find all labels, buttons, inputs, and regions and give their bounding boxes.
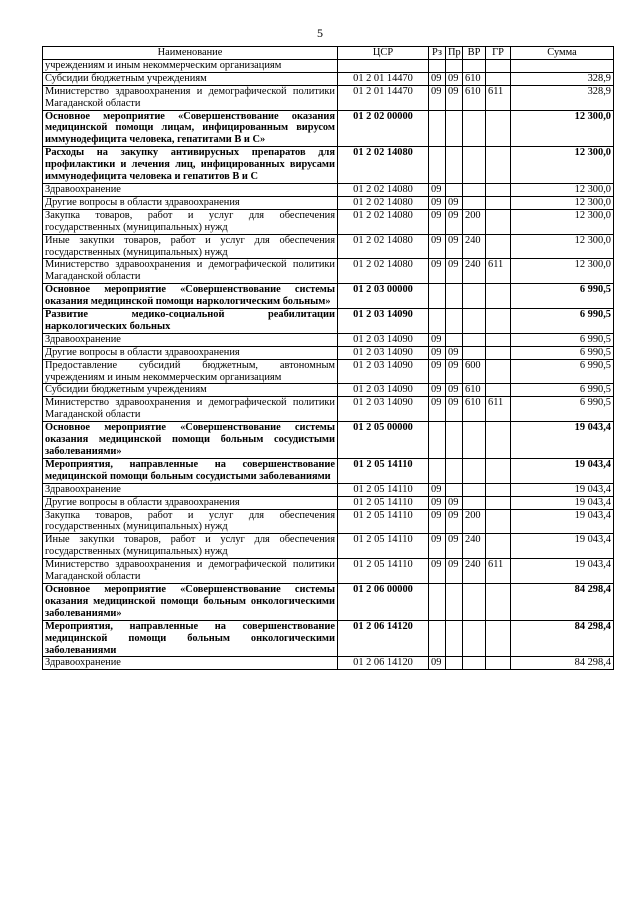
cell-sum: 19 043,4 — [511, 559, 614, 584]
cell-csr: 01 2 06 00000 — [338, 583, 429, 620]
cell-csr: 01 2 05 14110 — [338, 509, 429, 534]
table-row — [43, 496, 614, 509]
cell-pr — [446, 458, 463, 483]
cell-pr: 09 — [446, 259, 463, 284]
table-row — [43, 583, 614, 620]
cell-sum: 328,9 — [511, 72, 614, 85]
cell-rz: 09 — [429, 333, 446, 346]
cell-csr: 01 2 01 14470 — [338, 85, 429, 110]
cell-gr — [486, 72, 511, 85]
cell-name: Субсидии бюджетным учреждениям — [43, 384, 338, 397]
cell-csr: 01 2 02 14080 — [338, 234, 429, 259]
header-csr: ЦСР — [338, 47, 429, 60]
cell-pr — [446, 284, 463, 309]
cell-pr: 09 — [446, 534, 463, 559]
cell-vr: 610 — [463, 72, 486, 85]
cell-sum: 12 300,0 — [511, 147, 614, 184]
cell-rz: 09 — [429, 397, 446, 422]
cell-vr — [463, 333, 486, 346]
table-row — [43, 196, 614, 209]
cell-gr — [486, 147, 511, 184]
cell-sum: 12 300,0 — [511, 209, 614, 234]
cell-gr — [486, 422, 511, 459]
cell-gr: 611 — [486, 397, 511, 422]
cell-csr: 01 2 02 14080 — [338, 183, 429, 196]
header-rz: Рз — [429, 47, 446, 60]
cell-vr — [463, 496, 486, 509]
budget-table — [42, 46, 614, 670]
cell-csr: 01 2 02 14080 — [338, 209, 429, 234]
cell-rz: 09 — [429, 85, 446, 110]
cell-rz — [429, 620, 446, 657]
table-row — [43, 559, 614, 584]
cell-gr — [486, 583, 511, 620]
cell-vr: 610 — [463, 85, 486, 110]
header-sum: Сумма — [511, 47, 614, 60]
cell-pr — [446, 620, 463, 657]
cell-rz — [429, 583, 446, 620]
cell-gr — [486, 458, 511, 483]
cell-pr — [446, 110, 463, 147]
cell-name: Министерство здравоохранения и демографической политики Магаданской области — [43, 85, 338, 110]
header-gr: ГР — [486, 47, 511, 60]
cell-gr — [486, 309, 511, 334]
table-row — [43, 284, 614, 309]
header-pr: Пр — [446, 47, 463, 60]
cell-csr: 01 2 03 14090 — [338, 309, 429, 334]
cell-pr — [446, 657, 463, 670]
cell-gr — [486, 234, 511, 259]
cell-csr: 01 2 05 00000 — [338, 422, 429, 459]
cell-vr: 240 — [463, 259, 486, 284]
cell-name: Развитие медико-социальной реабилитации наркологических больных — [43, 309, 338, 334]
cell-gr — [486, 59, 511, 72]
cell-gr — [486, 359, 511, 384]
cell-pr — [446, 422, 463, 459]
table-row — [43, 183, 614, 196]
cell-vr — [463, 583, 486, 620]
cell-sum: 12 300,0 — [511, 234, 614, 259]
cell-csr: 01 2 02 00000 — [338, 110, 429, 147]
cell-name: Основное мероприятие «Совершенствование оказания медицинской помощи лицам, инфицированным вирусом иммунодефицита человека, гепатитами В и С» — [43, 110, 338, 147]
page-number: 5 — [317, 26, 323, 40]
cell-rz: 09 — [429, 234, 446, 259]
cell-vr: 240 — [463, 559, 486, 584]
cell-rz: 09 — [429, 509, 446, 534]
cell-pr — [446, 309, 463, 334]
cell-vr — [463, 483, 486, 496]
cell-vr — [463, 458, 486, 483]
table-header-row — [43, 47, 614, 60]
cell-csr: 01 2 05 14110 — [338, 483, 429, 496]
cell-csr: 01 2 03 14090 — [338, 384, 429, 397]
cell-name: Министерство здравоохранения и демографической политики Магаданской области — [43, 397, 338, 422]
cell-vr — [463, 147, 486, 184]
cell-rz — [429, 110, 446, 147]
cell-pr: 09 — [446, 209, 463, 234]
cell-name: Мероприятия, направленные на совершенствование медицинской помощи больным сосудистыми заболеваниями — [43, 458, 338, 483]
cell-name: Другие вопросы в области здравоохранения — [43, 196, 338, 209]
table-row — [43, 147, 614, 184]
cell-pr — [446, 483, 463, 496]
cell-pr: 09 — [446, 346, 463, 359]
cell-csr: 01 2 03 00000 — [338, 284, 429, 309]
cell-gr — [486, 496, 511, 509]
cell-sum: 19 043,4 — [511, 458, 614, 483]
cell-name: Министерство здравоохранения и демографической политики Магаданской области — [43, 559, 338, 584]
cell-rz: 09 — [429, 534, 446, 559]
cell-rz: 09 — [429, 359, 446, 384]
cell-gr — [486, 620, 511, 657]
cell-rz — [429, 309, 446, 334]
table-row — [43, 234, 614, 259]
cell-rz: 09 — [429, 72, 446, 85]
cell-name: Другие вопросы в области здравоохранения — [43, 496, 338, 509]
cell-pr — [446, 59, 463, 72]
cell-vr: 240 — [463, 234, 486, 259]
cell-csr: 01 2 05 14110 — [338, 496, 429, 509]
cell-sum: 19 043,4 — [511, 509, 614, 534]
cell-vr — [463, 620, 486, 657]
cell-vr: 200 — [463, 209, 486, 234]
cell-pr: 09 — [446, 496, 463, 509]
table-row — [43, 509, 614, 534]
table-row — [43, 534, 614, 559]
cell-sum: 6 990,5 — [511, 397, 614, 422]
cell-sum — [511, 59, 614, 72]
table-row — [43, 384, 614, 397]
cell-gr — [486, 483, 511, 496]
cell-csr: 01 2 06 14120 — [338, 620, 429, 657]
cell-gr — [486, 196, 511, 209]
cell-name: Закупка товаров, работ и услуг для обеспечения государственных (муниципальных) нужд — [43, 209, 338, 234]
cell-csr: 01 2 03 14090 — [338, 333, 429, 346]
cell-sum: 12 300,0 — [511, 196, 614, 209]
cell-rz — [429, 458, 446, 483]
cell-rz — [429, 422, 446, 459]
cell-gr: 611 — [486, 559, 511, 584]
cell-rz: 09 — [429, 483, 446, 496]
cell-csr: 01 2 06 14120 — [338, 657, 429, 670]
cell-rz: 09 — [429, 183, 446, 196]
table-row — [43, 259, 614, 284]
cell-csr: 01 2 03 14090 — [338, 346, 429, 359]
cell-name: Расходы на закупку антивирусных препаратов для профилактики и лечения лиц, инфицированных вирусами иммунодефицита человека и гепатитов В и С — [43, 147, 338, 184]
cell-name: Мероприятия, направленные на совершенствование медицинской помощи больным онкологическими заболеваниями — [43, 620, 338, 657]
table-row — [43, 72, 614, 85]
table-row — [43, 346, 614, 359]
cell-vr — [463, 284, 486, 309]
table-row — [43, 209, 614, 234]
cell-vr — [463, 196, 486, 209]
cell-pr: 09 — [446, 509, 463, 534]
cell-sum: 328,9 — [511, 85, 614, 110]
cell-gr: 611 — [486, 85, 511, 110]
cell-csr: 01 2 02 14080 — [338, 196, 429, 209]
cell-gr — [486, 209, 511, 234]
cell-pr — [446, 147, 463, 184]
cell-name: Здравоохранение — [43, 333, 338, 346]
cell-gr — [486, 509, 511, 534]
cell-csr: 01 2 01 14470 — [338, 72, 429, 85]
cell-pr: 09 — [446, 559, 463, 584]
cell-name: Основное мероприятие «Совершенствование системы оказания медицинской помощи наркологическим больным» — [43, 284, 338, 309]
table-row — [43, 657, 614, 670]
cell-gr — [486, 183, 511, 196]
cell-name: Здравоохранение — [43, 657, 338, 670]
cell-gr — [486, 346, 511, 359]
cell-rz — [429, 147, 446, 184]
table-row — [43, 458, 614, 483]
cell-csr: 01 2 02 14080 — [338, 147, 429, 184]
table-row — [43, 483, 614, 496]
cell-vr — [463, 183, 486, 196]
cell-sum: 6 990,5 — [511, 333, 614, 346]
cell-gr — [486, 284, 511, 309]
table-row — [43, 59, 614, 72]
cell-vr: 600 — [463, 359, 486, 384]
cell-sum: 84 298,4 — [511, 657, 614, 670]
cell-csr: 01 2 05 14110 — [338, 458, 429, 483]
cell-csr: 01 2 03 14090 — [338, 397, 429, 422]
cell-pr: 09 — [446, 234, 463, 259]
cell-name: Основное мероприятие «Совершенствование системы оказания медицинской помощи больным сосудистыми заболеваниями» — [43, 422, 338, 459]
cell-rz: 09 — [429, 559, 446, 584]
cell-rz: 09 — [429, 657, 446, 670]
cell-vr: 610 — [463, 384, 486, 397]
cell-sum: 6 990,5 — [511, 384, 614, 397]
cell-sum: 6 990,5 — [511, 284, 614, 309]
cell-name: Министерство здравоохранения и демографической политики Магаданской области — [43, 259, 338, 284]
cell-sum: 19 043,4 — [511, 483, 614, 496]
cell-sum: 12 300,0 — [511, 183, 614, 196]
cell-rz: 09 — [429, 209, 446, 234]
cell-gr: 611 — [486, 259, 511, 284]
cell-rz — [429, 59, 446, 72]
cell-gr — [486, 534, 511, 559]
cell-sum: 6 990,5 — [511, 346, 614, 359]
cell-pr: 09 — [446, 196, 463, 209]
cell-name: Субсидии бюджетным учреждениям — [43, 72, 338, 85]
cell-name: Предоставление субсидий бюджетным, автономным учреждениям и иным некоммерческим организациям — [43, 359, 338, 384]
cell-name: Основное мероприятие «Совершенствование системы оказания медицинской помощи больным онкологическими заболеваниями» — [43, 583, 338, 620]
table-body — [43, 59, 614, 669]
cell-csr — [338, 59, 429, 72]
cell-gr — [486, 110, 511, 147]
cell-pr: 09 — [446, 359, 463, 384]
table-row — [43, 422, 614, 459]
cell-rz: 09 — [429, 384, 446, 397]
cell-rz: 09 — [429, 196, 446, 209]
table-row — [43, 85, 614, 110]
cell-name: Иные закупки товаров, работ и услуг для обеспечения государственных (муниципальных) нужд — [43, 234, 338, 259]
cell-name: Здравоохранение — [43, 183, 338, 196]
cell-vr: 200 — [463, 509, 486, 534]
cell-name: учреждениям и иным некоммерческим организациям — [43, 59, 338, 72]
cell-name: Иные закупки товаров, работ и услуг для обеспечения государственных (муниципальных) нужд — [43, 534, 338, 559]
cell-name: Здравоохранение — [43, 483, 338, 496]
table-row — [43, 397, 614, 422]
cell-name: Закупка товаров, работ и услуг для обеспечения государственных (муниципальных) нужд — [43, 509, 338, 534]
cell-sum: 19 043,4 — [511, 496, 614, 509]
cell-csr: 01 2 05 14110 — [338, 559, 429, 584]
table-row — [43, 333, 614, 346]
cell-vr — [463, 346, 486, 359]
cell-rz: 09 — [429, 496, 446, 509]
cell-sum: 6 990,5 — [511, 309, 614, 334]
cell-pr: 09 — [446, 384, 463, 397]
cell-gr — [486, 384, 511, 397]
header-name: Наименование — [43, 47, 338, 60]
header-vr: ВР — [463, 47, 486, 60]
table-row — [43, 620, 614, 657]
cell-name: Другие вопросы в области здравоохранения — [43, 346, 338, 359]
cell-pr — [446, 333, 463, 346]
cell-sum: 84 298,4 — [511, 620, 614, 657]
cell-vr — [463, 59, 486, 72]
cell-csr: 01 2 05 14110 — [338, 534, 429, 559]
cell-vr: 240 — [463, 534, 486, 559]
cell-rz: 09 — [429, 346, 446, 359]
table-row — [43, 359, 614, 384]
cell-sum: 19 043,4 — [511, 534, 614, 559]
cell-gr — [486, 657, 511, 670]
cell-sum: 84 298,4 — [511, 583, 614, 620]
cell-gr — [486, 333, 511, 346]
cell-pr — [446, 183, 463, 196]
cell-csr: 01 2 03 14090 — [338, 359, 429, 384]
cell-rz — [429, 284, 446, 309]
cell-csr: 01 2 02 14080 — [338, 259, 429, 284]
cell-sum: 12 300,0 — [511, 259, 614, 284]
cell-vr — [463, 657, 486, 670]
cell-vr: 610 — [463, 397, 486, 422]
table-row — [43, 110, 614, 147]
cell-vr — [463, 110, 486, 147]
table-row — [43, 309, 614, 334]
cell-pr: 09 — [446, 72, 463, 85]
cell-pr — [446, 583, 463, 620]
cell-vr — [463, 309, 486, 334]
cell-sum: 6 990,5 — [511, 359, 614, 384]
cell-rz: 09 — [429, 259, 446, 284]
cell-sum: 12 300,0 — [511, 110, 614, 147]
cell-pr: 09 — [446, 397, 463, 422]
cell-sum: 19 043,4 — [511, 422, 614, 459]
cell-vr — [463, 422, 486, 459]
cell-pr: 09 — [446, 85, 463, 110]
